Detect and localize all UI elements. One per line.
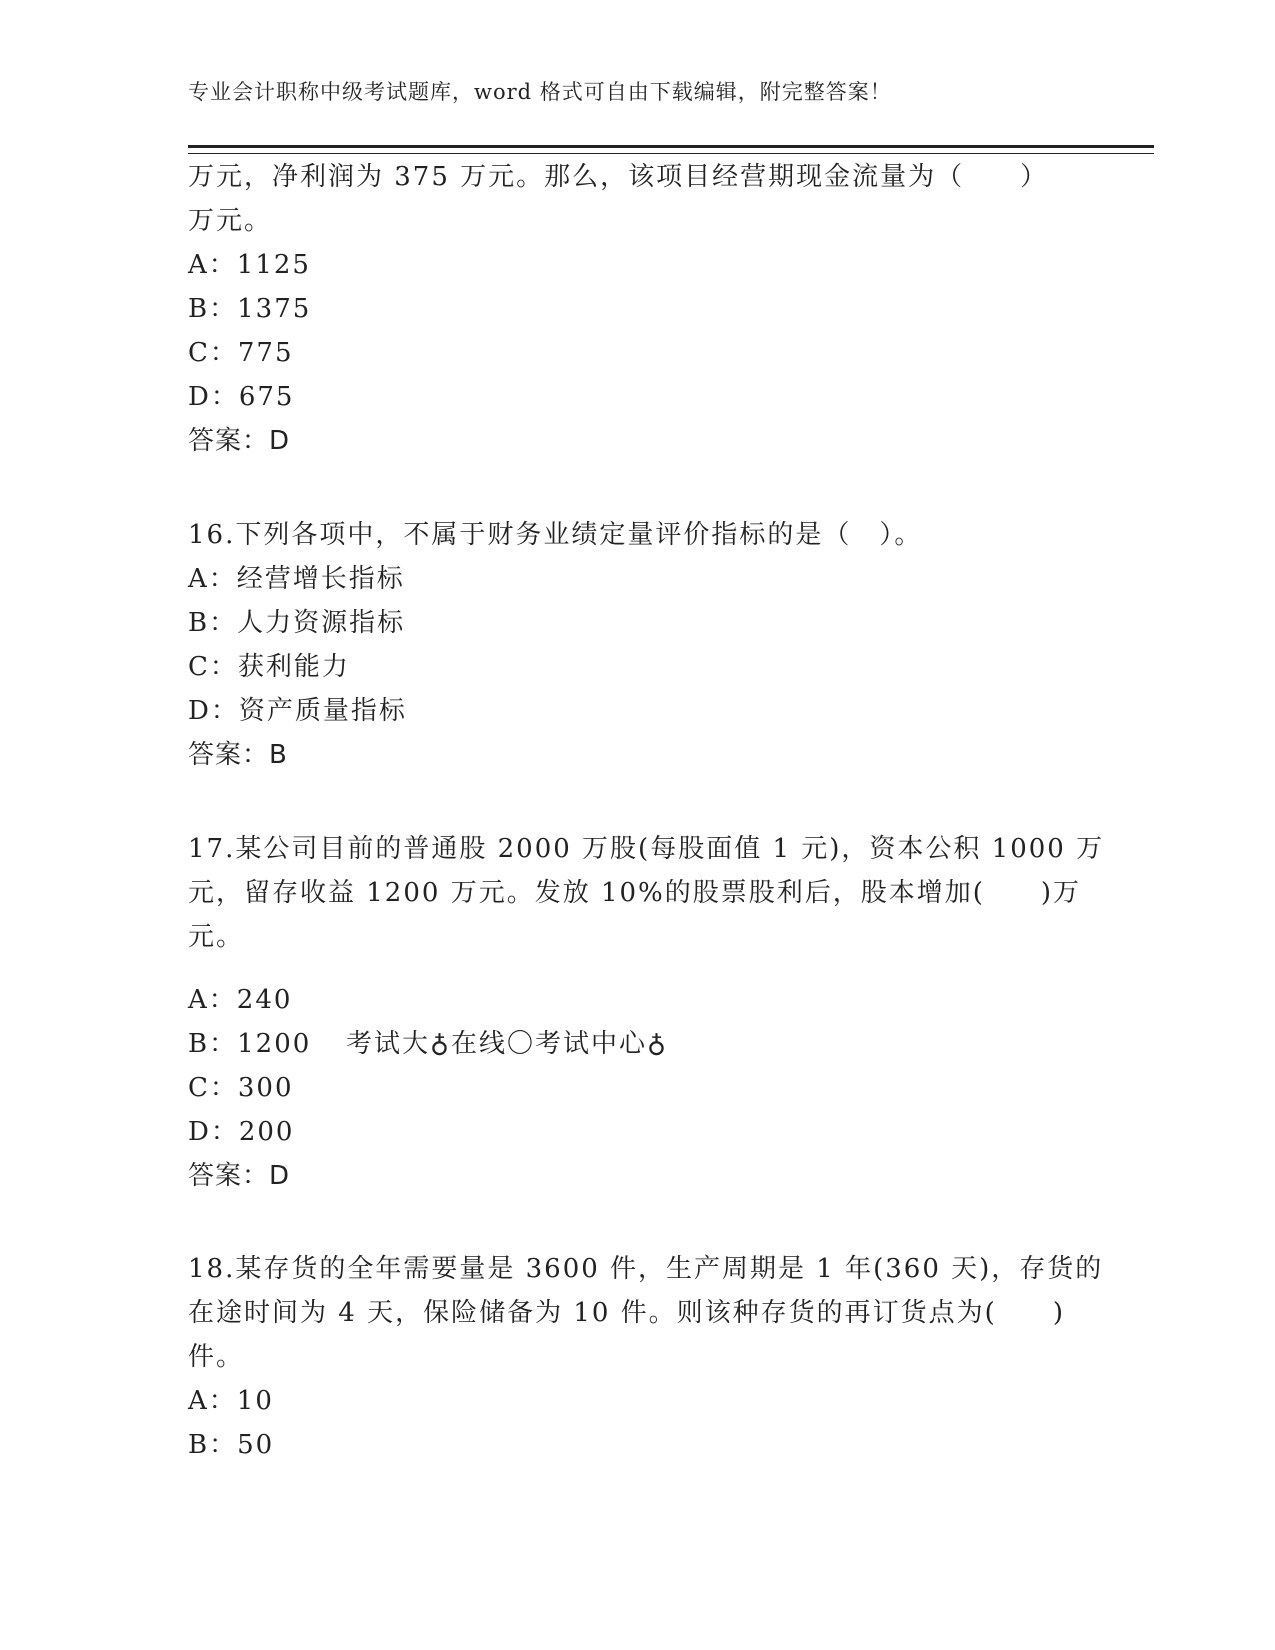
q18-option-b: B：50 [188, 1430, 275, 1460]
q18-stem-line1: 18.某存货的全年需要量是 3600 件，生产周期是 1 年(360 天)，存货的 [188, 1254, 1104, 1284]
q18-option-a: A：10 [188, 1386, 274, 1416]
q17-stem-line2: 元，留存收益 1200 万元。发放 10%的股票股利后，股本增加( )万 [188, 878, 1082, 908]
q15-stem-line2: 万元。 [188, 206, 273, 236]
q17-stem-line1: 17.某公司目前的普通股 2000 万股(每股面值 1 元)，资本公积 1000 万 [188, 834, 1105, 864]
q17-answer: 答案：D [188, 1161, 291, 1191]
q17-option-d: D：200 [188, 1117, 295, 1147]
q15-stem-line1: 万元，净利润为 375 万元。那么，该项目经营期现金流量为（ ） [188, 162, 1049, 192]
q16-answer: 答案：B [188, 740, 288, 770]
header-rule-thick [188, 145, 1154, 148]
watermark-text: 考试大♁在线〇考试中心♁ [346, 1029, 669, 1059]
q16-stem-line1: 16.下列各项中，不属于财务业绩定量评价指标的是（ ）。 [188, 520, 923, 550]
q18-stem-line3: 件。 [188, 1342, 245, 1372]
q15-option-a: A：1125 [188, 250, 311, 280]
q16-option-d: D：资产质量指标 [188, 696, 407, 726]
q17-stem-line3: 元。 [188, 922, 245, 952]
q15-answer: 答案：D [188, 426, 291, 456]
page-header: 专业会计职称中级考试题库，word 格式可自由下载编辑，附完整答案！ [188, 80, 892, 104]
q18-stem-line2: 在途时间为 4 天，保险储备为 10 件。则该种存货的再订货点为( ) [188, 1298, 1065, 1328]
q17-option-c: C：300 [188, 1073, 294, 1103]
q16-option-c: C：获利能力 [188, 652, 350, 682]
q17-option-a: A：240 [188, 985, 293, 1015]
q17-option-b: B：1200 [188, 1029, 312, 1059]
q16-option-a: A：经营增长指标 [188, 564, 405, 594]
q15-option-c: C：775 [188, 338, 294, 368]
q15-option-d: D：675 [188, 382, 295, 412]
header-rule-thin [188, 153, 1154, 154]
q15-option-b: B：1375 [188, 294, 312, 324]
q16-option-b: B：人力资源指标 [188, 608, 406, 638]
